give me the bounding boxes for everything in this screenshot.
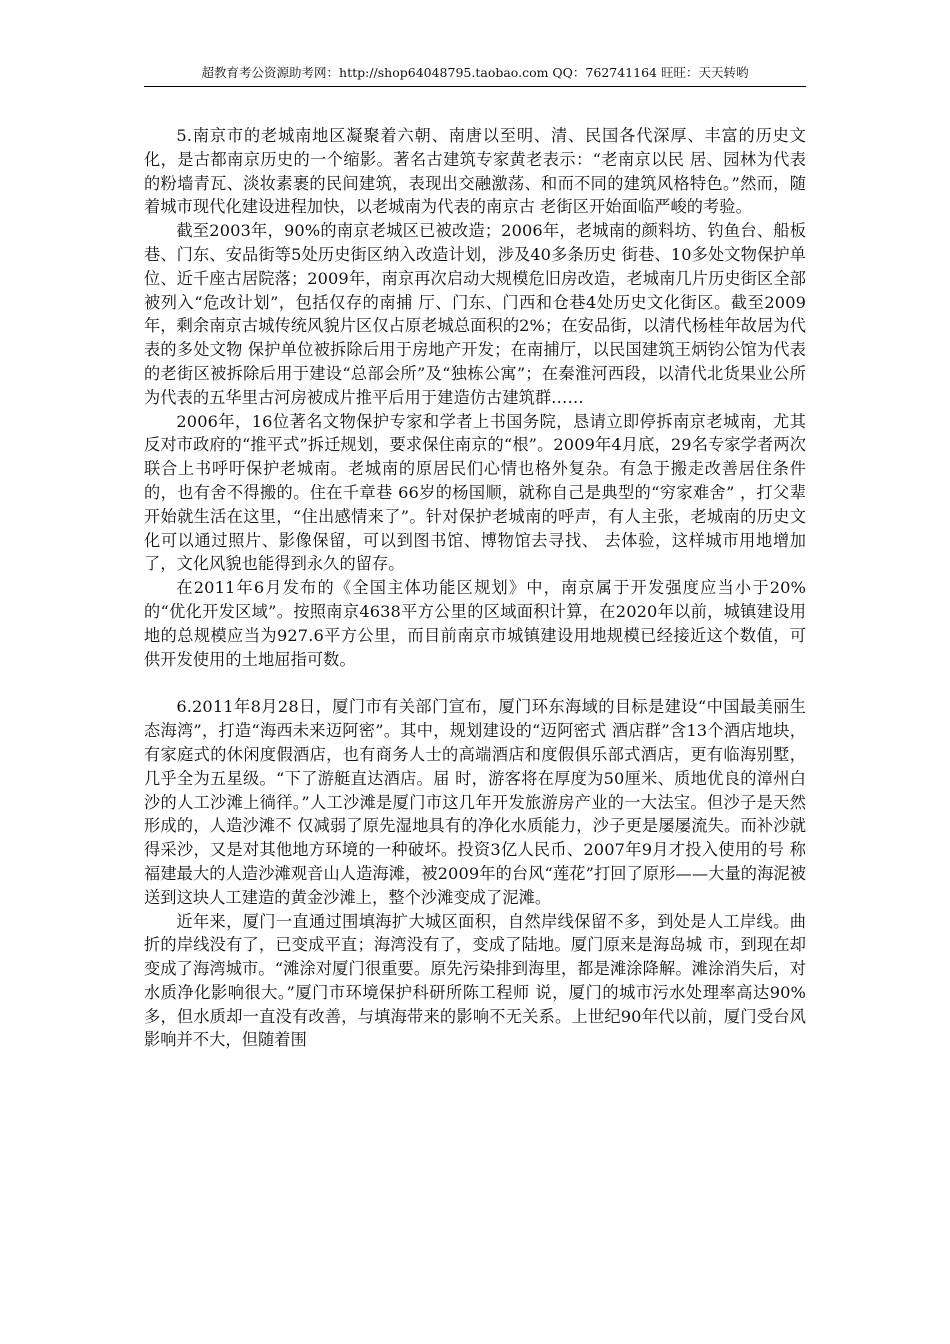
paragraph: 2006年，16位著名文物保护专家和学者上书国务院，恳请立即停拆南京老城南，尤其反对市政府的“推平式”拆迁规划，要求保住南京的“根”。2009年4月底，29名专家学者两次联合上书呼吁保护老城南。老城南的原居民们心情也格外复杂。有急于搬走改善居住条件的，也有舍不得搬的。住在千章巷 66岁的杨国顺，就称自己是典型的“穷家难舍” ，打父辈开始就生活在这里，“住出感情来了”。针对保护老城南的呼声，有人主张，老城南的历史文化可以通过照片、影像保留，可以到图书馆、博物馆去寻找、 去体验，这样城市用地增加了，文化风貌也能得到永久的留存。 <box>144 411 806 574</box>
paragraph: 5.南京市的老城南地区凝聚着六朝、南唐以至明、清、民国各代深厚、丰富的历史文化，是古都南京历史的一个缩影。著名古建筑专家黄老表示：“老南京以民 居、园林为代表的粉墙青瓦、淡妆素裹的民间建筑，表现出交融激荡、和而不同的建筑风格特色。”然而，随着城市现代化建设进程加快，以老城南为代表的南京古 老街区开始面临严峻的考验。 <box>144 126 806 217</box>
document-body <box>144 124 806 1052</box>
section-gap <box>144 671 806 695</box>
paragraph: 截至2003年，90%的南京老城区已被改造；2006年，老城南的颜料坊、钓鱼台、船板巷、门东、安品街等5处历史街区纳入改造计划，涉及40多条历史 街巷、10多处文物保护单位、近千座古居院落；2009年，南京再次启动大规模危旧房改造，老城南几片历史街区全部被列入“危改计划”，包括仅存的南捕 厅、门东、门西和仓巷4处历史文化街区。截至2009年，剩余南京古城传统风貌片区仅占原老城总面积的2%；在安品街，以清代杨桂年故居为代表的多处文物 保护单位被拆除后用于房地产开发；在南捕厅，以民国建筑王炳钧公馆为代表的老街区被拆除后用于建设“总部会所”及“独栋公寓”；在秦淮河西段，以清代北货果业公所为代表的五华里古河房被成片推平后用于建造仿古建筑群…… <box>144 221 806 407</box>
paragraph: 6.2011年8月28日，厦门市有关部门宣布，厦门环东海域的目标是建设“中国最美丽生态海湾”，打造“海西未来迈阿密”。其中，规划建设的“迈阿密式 酒店群”含13个酒店地块，有家庭式的休闲度假酒店，也有商务人士的高端酒店和度假俱乐部式酒店，更有临海别墅，几乎全为五星级。“下了游艇直达酒店。届 时，游客将在厚度为50厘米、质地优良的漳州白沙的人工沙滩上徜徉。”人工沙滩是厦门市这几年开发旅游房产业的一大法宝。但沙子是天然形成的，人造沙滩不 仅减弱了原先湿地具有的净化水质能力，沙子更是屡屡流失。而补沙就得采沙，又是对其他地方环境的一种破坏。投资3亿人民币、2007年9月才投入使用的号 称福建最大的人造沙滩观音山人造海滩，被2009年的台风“莲花”打回了原形——大量的海泥被送到这块人工建造的黄金沙滩上，整个沙滩变成了泥滩。 <box>144 697 806 907</box>
page-header: 超教育考公资源助考网：http://shop64048795.taobao.com QQ：762741164 旺旺：天天转哟 <box>201 65 749 80</box>
paragraph: 在2011年6月发布的《全国主体功能区规划》中，南京属于开发强度应当小于20%的“优化开发区域”。按照南京4638平方公里的区域面积计算，在2020年以前，城镇建设用地的总规模应当为927.6平方公里，而目前南京市城镇建设用地规模已经接近这个数值，可供开发使用的土地屈指可数。 <box>144 578 806 669</box>
header-divider <box>144 86 806 87</box>
paragraph: 近年来，厦门一直通过围填海扩大城区面积，自然岸线保留不多，到处是人工岸线。曲折的岸线没有了，已变成平直；海湾没有了，变成了陆地。厦门原来是海岛城 市，到现在却变成了海湾城市。“滩涂对厦门很重要。原先污染排到海里，都是滩涂降解。滩涂消失后，对水质净化影响很大。”厦门市环境保护科研所陈工程师 说，厦门的城市污水处理率高达90%多，但水质却一直没有改善，与填海带来的影响不无关系。上世纪90年代以前，厦门受台风影响并不大，但随着围 <box>144 911 806 1050</box>
